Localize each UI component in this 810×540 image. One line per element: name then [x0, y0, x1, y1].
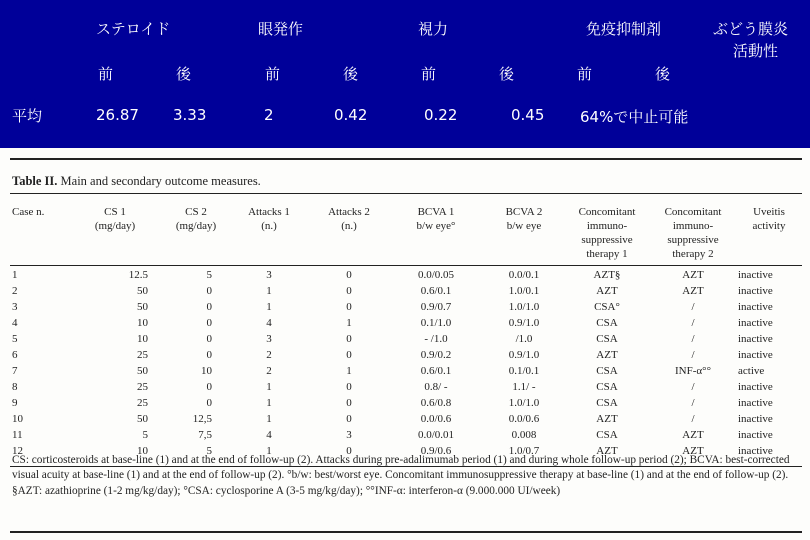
table-cell: AZT	[682, 268, 704, 281]
table-cell: 0	[206, 284, 212, 297]
table-cell: AZT	[596, 284, 618, 297]
table-caption	[12, 174, 261, 189]
table-cell: inactive	[738, 412, 773, 425]
table-cell: /	[691, 332, 695, 345]
table-cell: 6	[12, 348, 18, 361]
table-cell: 3	[12, 300, 18, 313]
bottom-rule	[10, 531, 802, 533]
column-header-line: Concomitant	[578, 206, 636, 218]
table-cell: 50	[137, 284, 148, 297]
sub-before: 前	[577, 65, 593, 83]
table-row	[10, 299, 802, 315]
table-cell: inactive	[738, 444, 773, 457]
table-cell: 0	[346, 412, 352, 425]
table-cell: 0.6/0.1	[420, 284, 452, 297]
table-cell: 0	[346, 332, 352, 345]
table-cell: 1	[12, 268, 18, 281]
column-header-7	[564, 200, 650, 267]
column-header-line: b/w eye°	[416, 220, 456, 232]
table-cell: 0	[206, 316, 212, 329]
row-label-mean: 平均	[12, 107, 43, 125]
table-cell: /	[691, 380, 695, 393]
table-cell: /1.0	[515, 332, 533, 345]
summary-banner	[0, 0, 810, 148]
table-cell: inactive	[738, 316, 773, 329]
table-cell: CSA	[596, 428, 618, 441]
sub-after: 後	[499, 65, 515, 83]
table-cell: 0.1/1.0	[420, 316, 452, 329]
table-row	[10, 363, 802, 379]
table-row	[10, 347, 802, 363]
table-cell: 5	[206, 268, 212, 281]
column-header-line: (n.)	[261, 220, 277, 232]
caption-text: Main and secondary outcome measures.	[57, 174, 261, 188]
table-cell: 7	[12, 364, 18, 377]
table-cell: /	[691, 316, 695, 329]
table-cell: 10	[12, 412, 23, 425]
journal-table-page	[0, 148, 810, 540]
column-header-0	[10, 200, 66, 267]
table-cell: CSA	[596, 316, 618, 329]
table-cell: 0	[346, 396, 352, 409]
table-row	[10, 283, 802, 299]
table-cell: /	[691, 412, 695, 425]
table-cell: CSA	[596, 380, 618, 393]
column-header-8	[650, 200, 736, 267]
table-cell: 1	[346, 364, 352, 377]
table-cell: 2	[266, 348, 272, 361]
table-cell: 2	[12, 284, 18, 297]
table-cell: 5	[142, 428, 148, 441]
value-attack-after: 0.42	[334, 106, 368, 124]
column-header-line: Uveitis	[753, 206, 785, 218]
table-cell: 50	[137, 300, 148, 313]
table-cell: AZT	[682, 284, 704, 297]
caption-label: Table II.	[12, 174, 58, 188]
table-cell: 1.0/0.1	[508, 284, 540, 297]
column-header-line: therapy 1	[586, 248, 628, 260]
column-header-line: suppressive	[667, 234, 719, 246]
table-row	[10, 267, 802, 283]
column-header-line: Case n.	[12, 206, 45, 218]
table-cell: 0.9/1.0	[508, 348, 540, 361]
table-cell: inactive	[738, 268, 773, 281]
column-header-1	[66, 200, 164, 267]
table-cell: 0.0/0.01	[417, 428, 455, 441]
table-cell: 1	[266, 412, 272, 425]
column-header-line: b/w eye	[506, 220, 542, 232]
table-row	[10, 411, 802, 427]
table-cell: /	[691, 348, 695, 361]
value-steroid-after: 3.33	[173, 106, 207, 124]
table-cell: 0	[346, 380, 352, 393]
column-header-line: immuno-	[586, 220, 628, 232]
table-cell: 3	[346, 428, 352, 441]
table-cell: inactive	[738, 380, 773, 393]
table-row	[10, 427, 802, 443]
table-cell: 1	[266, 380, 272, 393]
table-cell: 0.6/0.1	[420, 364, 452, 377]
table-cell: 0.008	[511, 428, 537, 441]
table-cell: 25	[137, 348, 148, 361]
header-steroid: ステロイド	[96, 20, 171, 38]
table-cell: 4	[266, 316, 272, 329]
column-header-2	[164, 200, 228, 267]
table-cell: /	[691, 300, 695, 313]
table-cell: 8	[12, 380, 18, 393]
table-cell: - /1.0	[424, 332, 448, 345]
table-cell: 0	[206, 300, 212, 313]
value-va-after: 0.45	[511, 106, 545, 124]
table-cell: 1	[346, 316, 352, 329]
sub-after: 後	[655, 65, 671, 83]
table-cell: 3	[266, 268, 272, 281]
table-cell: 0.9/0.6	[420, 444, 452, 457]
table-cell: 1	[266, 284, 272, 297]
column-header-line: (n.)	[341, 220, 357, 232]
table-cell: 3	[266, 332, 272, 345]
column-header-line: immuno-	[672, 220, 714, 232]
table-cell: 12,5	[192, 412, 212, 425]
column-header-line: CS 1	[104, 206, 126, 218]
column-header-line: BCVA 2	[505, 206, 543, 218]
table-cell: 10	[201, 364, 212, 377]
table-cell: 0.1/0.1	[508, 364, 540, 377]
table-cell: 50	[137, 412, 148, 425]
table-cell: AZT	[596, 444, 618, 457]
table-cell: 0	[346, 348, 352, 361]
table-cell: 1.0/1.0	[508, 300, 540, 313]
header-immunosuppressant: 免疫抑制剤	[586, 20, 662, 38]
table-row	[10, 331, 802, 347]
table-cell: AZT	[596, 412, 618, 425]
table-cell: CSA	[596, 396, 618, 409]
table-footnote: CS: corticosteroids at base-line (1) and at the end of follow-up (2). Attacks during pre-adalimumab period (1) and during whole follow-up period (2); BCVA: best-corrected visual acuity at base-line (1) and at the end of follow-up (2). °b/w: best/worst eye. Concomitant immunosuppressive therapy at base-line (1) and at the end of follow-up (2). §AZT: azathioprine (1-2 mg/kg/day); °CSA: cyclosporine A (3-5 mg/kg/day); °°INF-α: interferon-α (9.000.000 UI/week)	[12, 454, 790, 497]
sub-before: 前	[98, 65, 114, 83]
table-cell: 0.0/0.6	[420, 412, 452, 425]
value-steroid-before: 26.87	[96, 106, 139, 124]
table-cell: 50	[137, 364, 148, 377]
sub-before: 前	[421, 65, 437, 83]
sub-before: 前	[265, 65, 281, 83]
value-attack-before: 2	[264, 106, 274, 124]
table-cell: inactive	[738, 348, 773, 361]
table-cell: 0.0/0.1	[508, 268, 540, 281]
table-row	[10, 315, 802, 331]
table-cell: 5	[206, 444, 212, 457]
header-rule	[10, 193, 802, 194]
column-header-line: BCVA 1	[417, 206, 455, 218]
table-cell: 1	[266, 396, 272, 409]
table-cell: 1.0/0.7	[508, 444, 540, 457]
table-cell: 0.0/0.05	[417, 268, 455, 281]
top-rule	[10, 158, 802, 160]
table-row	[10, 379, 802, 395]
sub-after: 後	[176, 65, 192, 83]
value-va-before: 0.22	[424, 106, 458, 124]
table-cell: /	[691, 396, 695, 409]
table-cell: inactive	[738, 284, 773, 297]
column-header-line: Attacks 1	[248, 206, 290, 218]
table-cell: 2	[266, 364, 272, 377]
table-body	[10, 267, 802, 459]
table-cell: AZT§	[593, 268, 621, 281]
table-cell: 12	[12, 444, 23, 457]
table-cell: 25	[137, 396, 148, 409]
table-cell: AZT	[682, 444, 704, 457]
table-cell: 1	[266, 300, 272, 313]
header-uveitis: ぶどう膜炎	[713, 20, 789, 38]
table-cell: 10	[137, 444, 148, 457]
table-cell: 1.0/1.0	[508, 396, 540, 409]
table-cell: 0	[346, 300, 352, 313]
table-cell: 0.6/0.8	[420, 396, 452, 409]
table-cell: inactive	[738, 396, 773, 409]
table-cell: inactive	[738, 332, 773, 345]
table-cell: AZT	[596, 348, 618, 361]
table-cell: 0	[206, 396, 212, 409]
column-header-9	[736, 200, 802, 267]
table-cell: CSA	[596, 332, 618, 345]
table-cell: 4	[266, 428, 272, 441]
table-cell: 11	[12, 428, 23, 441]
table-cell: active	[738, 364, 765, 377]
table-cell: 9	[12, 396, 18, 409]
column-header-rule	[10, 265, 802, 266]
table-cell: 0.9/0.7	[420, 300, 452, 313]
column-header-line: activity	[752, 220, 786, 232]
table-cell: INF-α°°	[675, 364, 711, 377]
table-cell: 0.0/0.6	[508, 412, 540, 425]
table-cell: inactive	[738, 428, 773, 441]
sub-after: 後	[343, 65, 359, 83]
table-cell: AZT	[682, 428, 704, 441]
table-cell: 0	[206, 380, 212, 393]
column-header-line: therapy 2	[672, 248, 714, 260]
table-cell: 12.5	[128, 268, 148, 281]
column-header-line: CS 2	[185, 206, 207, 218]
table-cell: 1	[266, 444, 272, 457]
table-cell: CSA°	[594, 300, 620, 313]
header-activity: 活動性	[733, 42, 779, 60]
table-cell: 10	[137, 332, 148, 345]
column-header-line: Attacks 2	[328, 206, 370, 218]
table-cell: CSA	[596, 364, 618, 377]
table-cell: 0.8/ -	[424, 380, 448, 393]
table-cell: inactive	[738, 300, 773, 313]
table-cell: 0	[206, 332, 212, 345]
table-cell: 0.9/1.0	[508, 316, 540, 329]
table-cell: 7,5	[198, 428, 212, 441]
outcome-table	[10, 200, 802, 459]
table-cell: 4	[12, 316, 18, 329]
column-header-line: (mg/day)	[94, 220, 136, 232]
table-cell: 0	[206, 348, 212, 361]
column-header-4	[310, 200, 388, 267]
table-cell: 0	[346, 268, 352, 281]
column-header-6	[484, 200, 564, 267]
table-cell: 5	[12, 332, 18, 345]
column-header-3	[228, 200, 310, 267]
table-row	[10, 395, 802, 411]
value-immunosuppressant: 64%で中止可能	[580, 108, 689, 126]
header-visual-acuity: 視力	[418, 20, 449, 38]
header-eye-attack: 眼発作	[258, 20, 304, 38]
column-header-line: Concomitant	[664, 206, 722, 218]
column-header-line: (mg/day)	[175, 220, 217, 232]
table-cell: 10	[137, 316, 148, 329]
column-header-5	[388, 200, 484, 267]
table-cell: 0	[346, 444, 352, 457]
table-header-row	[10, 200, 802, 267]
table-cell: 0.9/0.2	[420, 348, 452, 361]
table-cell: 25	[137, 380, 148, 393]
column-header-line: suppressive	[581, 234, 633, 246]
table-cell: 1.1/ -	[512, 380, 536, 393]
table-cell: 0	[346, 284, 352, 297]
